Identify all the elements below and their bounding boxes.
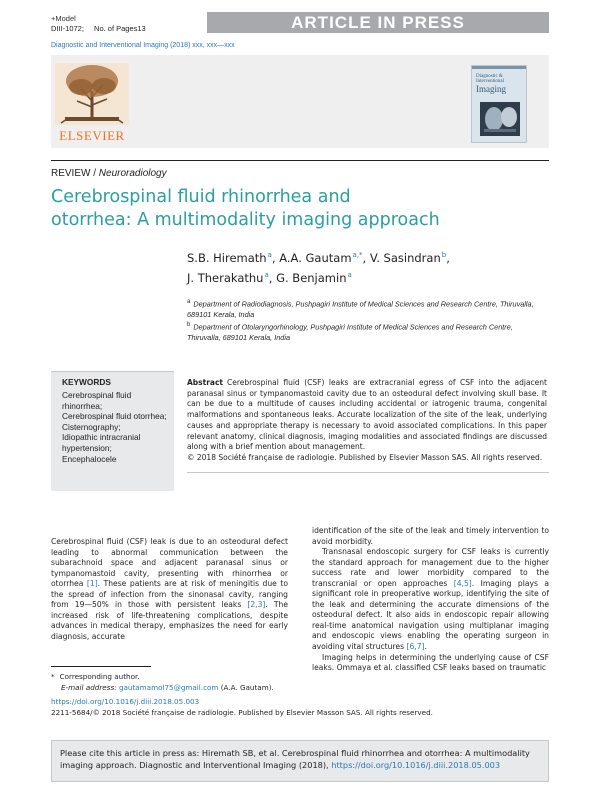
body-column-left [51, 537, 288, 642]
citation-notice-box [51, 740, 549, 782]
footnote-divider [51, 666, 151, 667]
keyword-item: Cerebrospinal fluid otorrhea; [62, 411, 167, 422]
corresponding-author-footnote [51, 672, 288, 693]
affiliation-text: Department of Radiodiagnosis, Pushpagiri Institute of Medical Sciences and Research Centre, Thiruvalla, 689101 Kerala, India [187, 299, 534, 320]
abstract-divider [187, 472, 549, 473]
keyword-item: Encephalocele [62, 453, 117, 464]
doi-link[interactable]: https://doi.org/10.1016/j.diii.2018.05.003 [51, 697, 200, 706]
doc-id: DIII-1072; [51, 24, 84, 33]
author-separator: , [268, 270, 277, 285]
author-affiliation-mark[interactable]: a [264, 270, 269, 279]
author-line-2 [187, 267, 547, 287]
author-affiliation-mark[interactable]: a [267, 251, 272, 259]
body-text: . These patients are at risk of meningitis due to the spread of infection from the sinonasal cavity, ranging from 19—50% in those with persistent leaks [51, 579, 288, 610]
author-separator: , [271, 250, 280, 265]
affiliation-mark: b [187, 322, 191, 328]
email-label: E-mail address: [61, 682, 117, 692]
affiliation-mark: a [187, 299, 191, 305]
section-name: REVIEW / [51, 168, 97, 179]
author-affiliation-mark[interactable]: a [347, 270, 352, 279]
email-owner: (A.A. Gautam). [220, 682, 274, 692]
affiliation-b [187, 320, 547, 343]
body-text: . The increased risk of life-threatening complications, despite advances in medical therapy, emphasizes the need for early diagnosis, accurate [51, 600, 288, 641]
author-separator: , [362, 250, 370, 265]
cover-title-large: Imaging [476, 84, 506, 94]
citation-doi-link[interactable]: https://doi.org/10.1016/j.diii.2018.05.003 [331, 760, 501, 770]
affiliation-text: Department of Otolaryngorhinology, Pushpagiri Institute of Medical Sciences and Research Centre, Thiruvalla, 689101 Kerala, India [187, 322, 513, 343]
author-affiliation-mark[interactable]: a,* [352, 251, 363, 259]
document-code [51, 24, 154, 33]
footnote-text: Corresponding author. [59, 672, 140, 681]
author-list [187, 247, 547, 287]
article-in-press-banner: ARTICLE IN PRESS [207, 12, 549, 33]
author-name: G. Benjamin [276, 270, 347, 285]
abstract [187, 378, 547, 464]
citation-notice-text: Please cite this article in press as: Hiremath SB, et al. Cerebrospinal fluid rhinorrhea and otorrhea: A multimodality imaging approach. Diagnostic and Interventional Imaging (2018), [60, 748, 530, 770]
cover-title [476, 74, 526, 94]
author-separator: , [446, 250, 450, 265]
body-paragraph [312, 547, 549, 652]
cover-scan-image [480, 102, 520, 136]
body-text: Transnasal endoscopic surgery for CSF leaks is currently the standard approach for management due to the higher success rate and lower morbidity compared to the transcranial or open approaches [312, 547, 549, 588]
body-paragraph: Imaging helps in determining the underlying cause of CSF leaks. Ommaya et al. classified CSF leaks based on traumatic [312, 652, 549, 673]
keywords-list [62, 390, 170, 464]
title-line-2: otorrhea: A multimodality imaging approach [51, 210, 440, 230]
subsection-name: Neuroradiology [98, 168, 167, 179]
body-column-right [312, 526, 549, 674]
model-tag: +Model [51, 14, 76, 23]
keywords-heading: KEYWORDS [62, 377, 111, 387]
citation-link[interactable]: [2,3] [247, 600, 266, 610]
cover-top-band [472, 66, 526, 69]
header-divider [51, 160, 549, 161]
citation-link[interactable]: [6,7] [406, 642, 425, 652]
page-count: No. of Pages13 [94, 24, 146, 33]
citation-link[interactable]: [1] [86, 579, 98, 589]
author-line-1 [187, 247, 547, 267]
issn-copyright-line: 2211-5684/© 2018 Société française de radiologie. Published by Elsevier Masson SAS. All rights reserved. [51, 708, 433, 717]
body-paragraph: identification of the site of the leak and timely intervention to avoid morbidity. [312, 526, 549, 546]
cover-title-small: Diagnostic & Interventional [476, 74, 505, 84]
elsevier-wordmark: ELSEVIER [59, 128, 125, 143]
affiliation-a [187, 297, 547, 320]
title-line-1: Cerebrospinal fluid rhinorrhea and [51, 187, 351, 207]
journal-citation-line[interactable]: Diagnostic and Interventional Imaging (2018) xxx, xxx—xxx [51, 42, 235, 49]
abstract-label: Abstract [187, 378, 224, 387]
abstract-copyright: © 2018 Société française de radiologie. Published by Elsevier Masson SAS. All rights reserved. [187, 452, 543, 462]
footnote-star: * [51, 672, 55, 681]
author-affiliation-mark[interactable]: b [441, 251, 447, 259]
author-name: J. Therakathu [187, 270, 264, 285]
body-text: . [424, 642, 427, 652]
author-name: S.B. Hiremath [187, 250, 267, 265]
body-paragraph [51, 537, 288, 642]
footnote-email-row [51, 683, 288, 694]
citation-link[interactable]: [4,5] [453, 578, 472, 588]
keyword-item: Idiopathic intracranial hypertension; [62, 432, 141, 453]
author-name: A.A. Gautam [279, 250, 352, 265]
footnote-corresponding [51, 672, 288, 683]
abstract-text: Cerebrospinal fluid (CSF) leaks are extracranial egress of CSF into the adjacent paranasal sinus or tympanomastoid cavity due to an osteodural defect involving skull base. It can be due to a multitude of causes including accidental or iatrogenic trauma, congenital malformations and spontaneous leaks. Accurate localization of the site of the leak, underlying causes and appropriate therapy is necessary to avoid associated complications. In this paper relevant anatomy, clinical diagnosis, imaging modalities and associated findings are discussed along with a brief mention about management. [187, 378, 547, 452]
author-email-link[interactable]: gautamamol75@gmail.com [118, 682, 219, 692]
keyword-item: Cisternography; [62, 421, 121, 432]
author-name: V. Sasindran [369, 250, 441, 265]
article-title [51, 186, 531, 232]
keyword-item: Cerebrospinal fluid rhinorrhea; [62, 390, 132, 411]
journal-cover-thumbnail [471, 65, 527, 143]
body-text: . Imaging plays a significant role in preoperative workup, identifying the site of the leak and determining the accurate dimensions of the osteodural defect. It also aids in endoscopic repair allowing real-time anatomical navigation using multiplanar imaging and endoscopic views enabling the operating surgeon in avoiding vital structures [312, 578, 549, 652]
body-text: Cerebrospinal fluid (CSF) leak is due to an osteodural defect leading to abnormal communication between the subarachnoid space and adjacent paranasal sinus or tympanomastoid cavity, presenting with rhinorrhea or otorrhea [51, 537, 288, 589]
article-section-label [51, 168, 167, 179]
